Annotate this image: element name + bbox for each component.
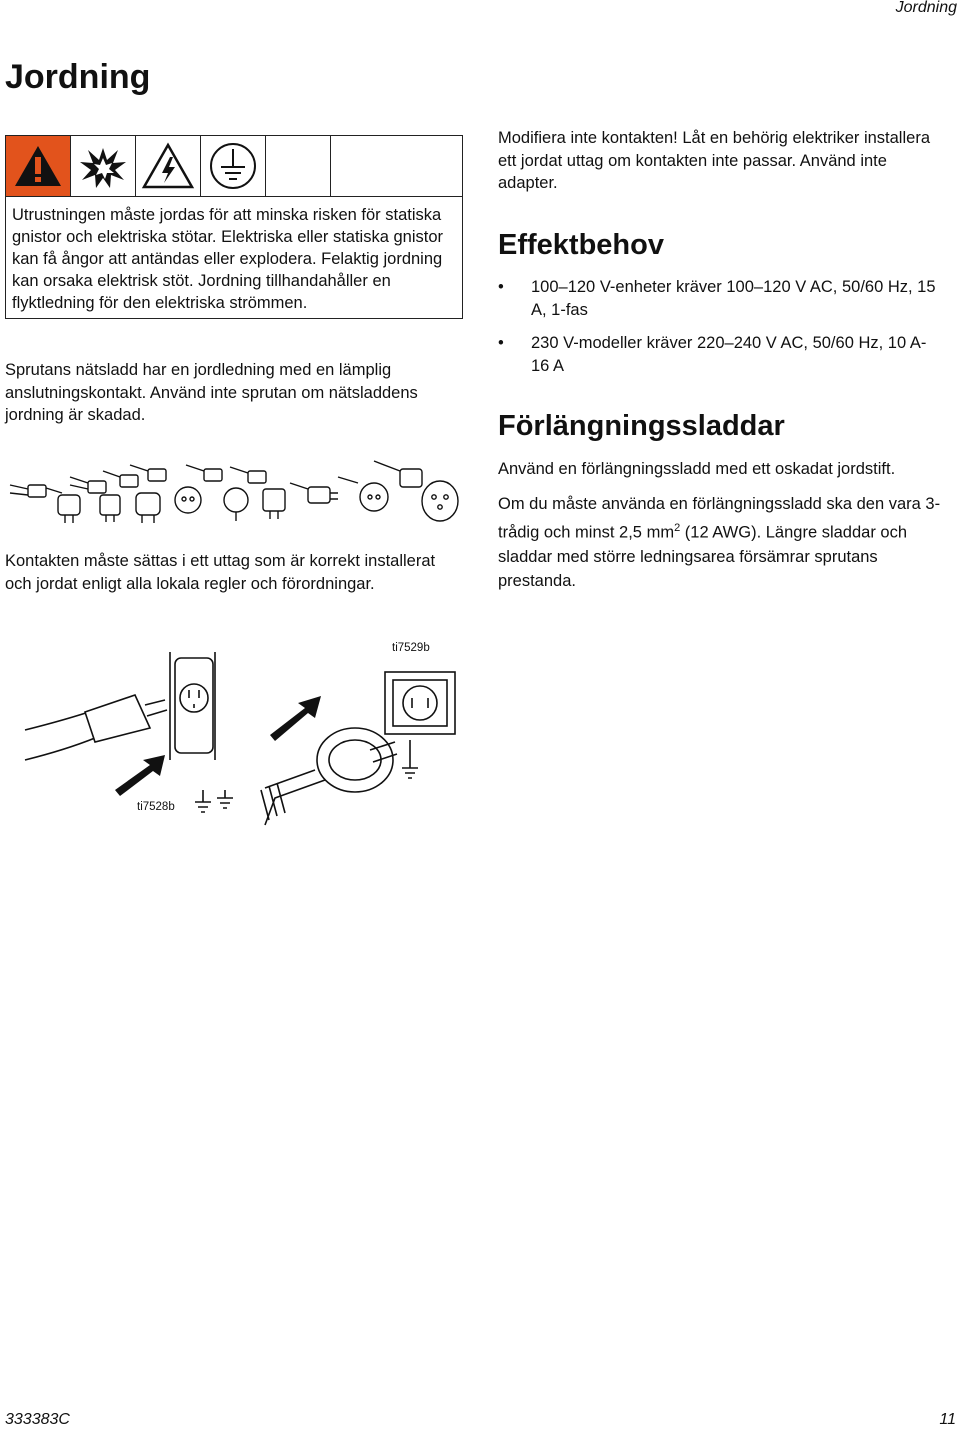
ground-symbol-icon (201, 136, 266, 196)
explosion-icon (71, 136, 136, 196)
power-requirements-list (498, 276, 943, 388)
extension-cord-spec-text-cont: (12 AWG). Längre sladdar och sladdar med större ledningsarea försämrar sprutans prestanda. (498, 523, 908, 590)
warning-box (5, 135, 463, 319)
superscript: 2 (674, 522, 681, 534)
list-item: • 230 V-modeller kräver 220–240 V AC, 50/60 Hz, 10 A-16 A (498, 332, 943, 377)
warning-triangle-icon (6, 136, 71, 196)
page-number: 11 (939, 1411, 956, 1428)
warning-text: Utrustningen måste jordas för att minska risken för statiska gnistor och elektriska stötar. Elektriska eller statiska gnistor kan få ångor att antändas eller explodera. Felaktig jordning kan orsaka elektrisk stöt. Jordning tillhandahåller en flyktledning för den elektriska strömmen. (12, 206, 444, 312)
extension-cord-spec-paragraph (498, 492, 953, 593)
page-title: Jordning (5, 58, 151, 96)
outlet-illustration (25, 650, 465, 830)
plug-types-illustration (8, 455, 468, 530)
extension-cord-spec-text: Om du måste använda en förlängningssladd ska den vara 3-trådig och minst 2,5 mm (498, 495, 941, 542)
list-item: • 100–120 V-enheter kräver 100–120 V AC, 50/60 Hz, 15 A, 1-fas (498, 276, 943, 321)
electric-shock-icon (136, 136, 201, 196)
cord-ground-paragraph: Sprutans nätsladd har en jordledning med en lämplig anslutningskontakt. Använd inte sprutan om nätsladdens jordning är skadad. (5, 361, 418, 424)
power-requirements-heading: Effektbehov (498, 229, 664, 261)
warning-icon-row (6, 136, 462, 197)
extension-cord-ground-paragraph: Använd en förlängningssladd med ett oskadat jordstift. (498, 460, 896, 478)
figure-label-outlet-us: ti7528b (137, 801, 175, 813)
empty-icon-cell (331, 136, 462, 196)
running-header: Jordning (895, 0, 957, 16)
document-number: 333383C (5, 1411, 70, 1428)
figure-label-outlet-eu: ti7529b (392, 642, 430, 654)
empty-icon-cell (266, 136, 331, 196)
socket-installation-paragraph: Kontakten måste sättas i ett uttag som är korrekt installerat och jordat enligt alla lokala regler och förordningar. (5, 552, 436, 593)
extension-cords-heading: Förlängningssladdar (498, 410, 785, 442)
modify-warning-paragraph: Modifiera inte kontakten! Låt en behörig elektriker installera ett jordat uttag om kontakten inte passar. Använd inte adapter. (498, 129, 930, 192)
